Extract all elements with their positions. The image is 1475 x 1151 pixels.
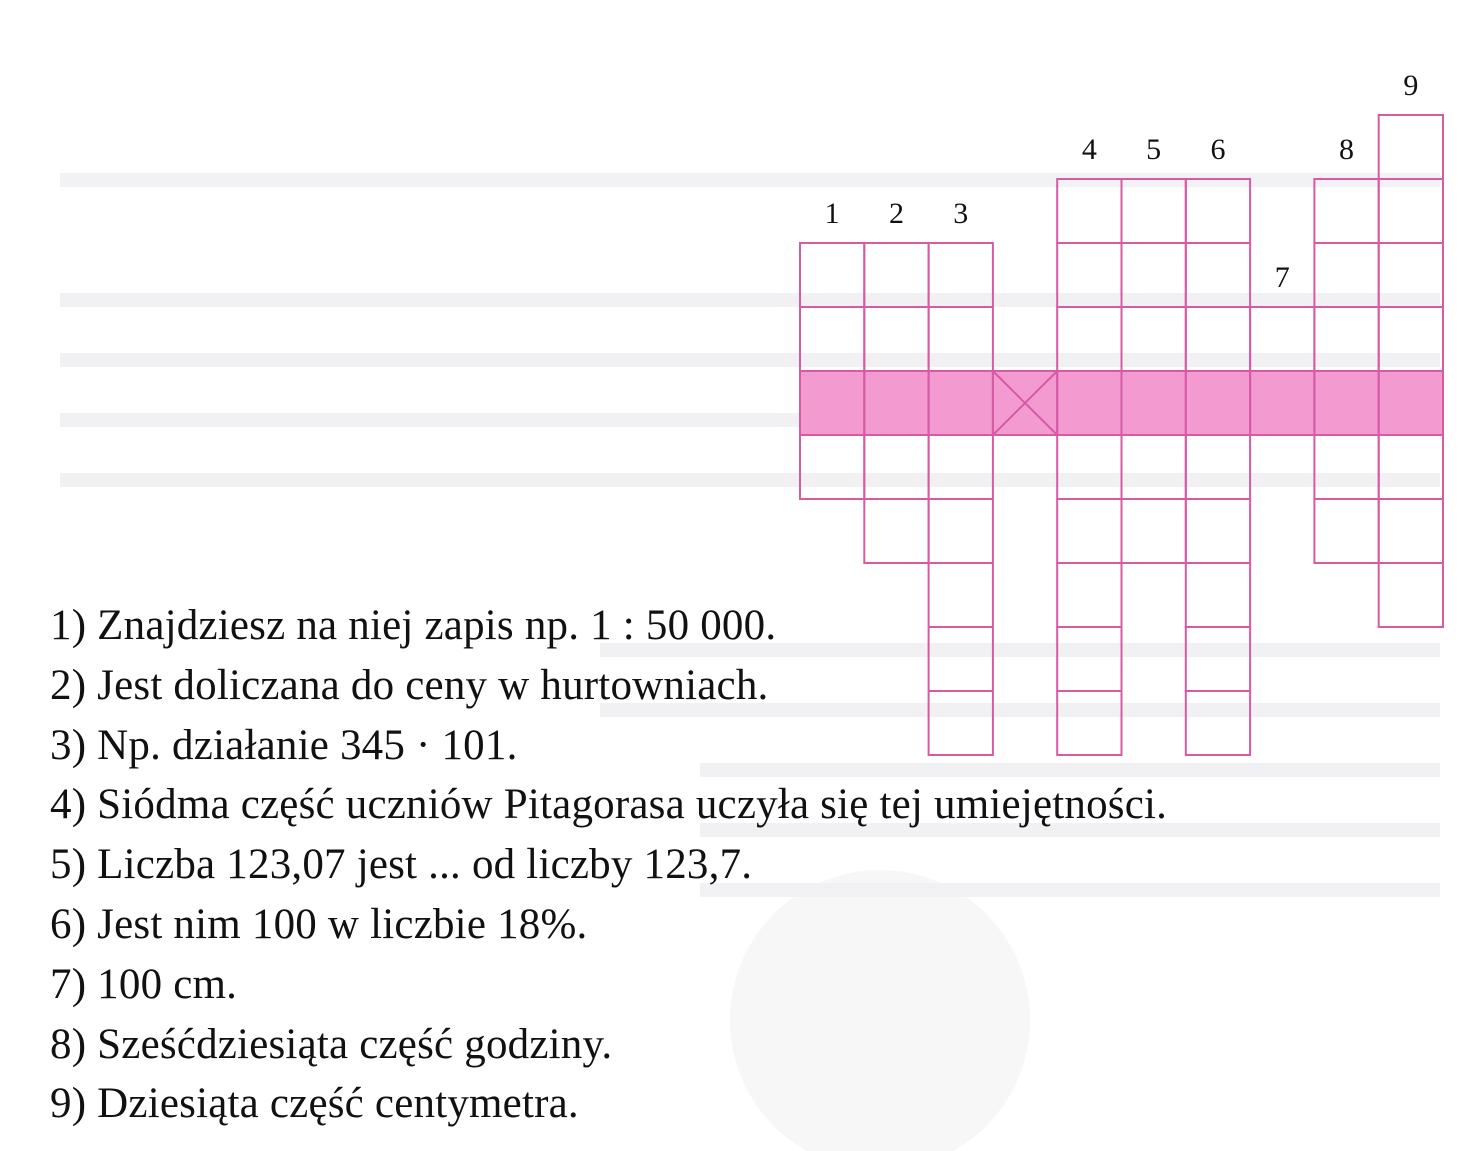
crossword-cell[interactable]: [1122, 179, 1186, 243]
crossword-cell[interactable]: [864, 307, 928, 371]
crossword-cell[interactable]: [1379, 307, 1443, 371]
crossword-cell[interactable]: [1186, 627, 1250, 691]
crossword-cell[interactable]: [1186, 179, 1250, 243]
crossword-cell[interactable]: [864, 499, 928, 563]
column-number-label: 6: [1210, 133, 1226, 166]
crossword-cell[interactable]: [1379, 179, 1443, 243]
column-number-label: 4: [1081, 133, 1097, 166]
crossword-cell[interactable]: [864, 435, 928, 499]
clue-4: 4) Siódma część uczniów Pitagorasa uczyła się tej umiejętności.: [50, 781, 1168, 829]
crossword-cell[interactable]: [1057, 499, 1121, 563]
crossword-cell[interactable]: [1314, 499, 1378, 563]
crossword-cell[interactable]: [1379, 499, 1443, 563]
clue-1: 1) Znajdziesz na niej zapis np. 1 : 50 000.: [50, 602, 777, 649]
crossword-cell[interactable]: [1057, 435, 1121, 499]
crossword-cell[interactable]: [800, 243, 864, 307]
crossword-cell[interactable]: [1314, 307, 1378, 371]
column-number-label: 5: [1146, 133, 1162, 166]
crossword-cell[interactable]: [1186, 435, 1250, 499]
clue-3: 3) Np. działanie 345 · 101.: [50, 721, 518, 769]
crossword-cell[interactable]: [1314, 243, 1378, 307]
crossword-cell[interactable]: [864, 243, 928, 307]
crossword-cell[interactable]: [1186, 243, 1250, 307]
clue-5: 5) Liczba 123,07 jest ... od liczby 123,7.: [50, 841, 753, 889]
crossword-cell[interactable]: [1186, 499, 1250, 563]
crossword-cell[interactable]: [929, 435, 993, 499]
crossword-cell[interactable]: [1122, 435, 1186, 499]
crossword-cell[interactable]: [1186, 563, 1250, 627]
clue-9: 9) Dziesiąta część centymetra.: [50, 1080, 579, 1128]
crossword-cell[interactable]: [1314, 179, 1378, 243]
crossword-cell[interactable]: [1186, 307, 1250, 371]
crossword-cell[interactable]: [1379, 115, 1443, 179]
crossword-cell[interactable]: [800, 435, 864, 499]
crossword-cell[interactable]: [1379, 243, 1443, 307]
column-number-label: 1: [824, 197, 840, 230]
column-number-label: 9: [1403, 69, 1419, 102]
crossword-cell[interactable]: [800, 307, 864, 371]
crossword-cell[interactable]: [1057, 307, 1121, 371]
crossword-cell[interactable]: [1057, 243, 1121, 307]
crossword-cell[interactable]: [1250, 307, 1314, 371]
crossword-cell[interactable]: [929, 307, 993, 371]
crossword-cell[interactable]: [1122, 307, 1186, 371]
crossword-cell[interactable]: [1379, 563, 1443, 627]
clue-2: 2) Jest doliczana do ceny w hurtowniach.: [50, 661, 769, 709]
clue-list: [50, 596, 1167, 1134]
column-number-label: 8: [1339, 133, 1355, 166]
clue-8: 8) Sześćdziesiąta część godziny.: [50, 1020, 613, 1068]
crossword-cell[interactable]: [929, 499, 993, 563]
clue-6: 6) Jest nim 100 w liczbie 18%.: [50, 900, 588, 948]
column-number-label: 2: [888, 197, 904, 230]
column-number-label: 7: [1274, 261, 1290, 294]
crossword-cell[interactable]: [929, 243, 993, 307]
column-number-label: 3: [953, 197, 969, 230]
crossword-cell[interactable]: [1122, 243, 1186, 307]
crossword-cell[interactable]: [1186, 691, 1250, 755]
crossword-cell[interactable]: [1122, 499, 1186, 563]
clue-7: 7) 100 cm.: [50, 960, 238, 1008]
crossword-cell[interactable]: [1379, 435, 1443, 499]
crossword-cell[interactable]: [1314, 435, 1378, 499]
crossword-cell[interactable]: [1057, 179, 1121, 243]
